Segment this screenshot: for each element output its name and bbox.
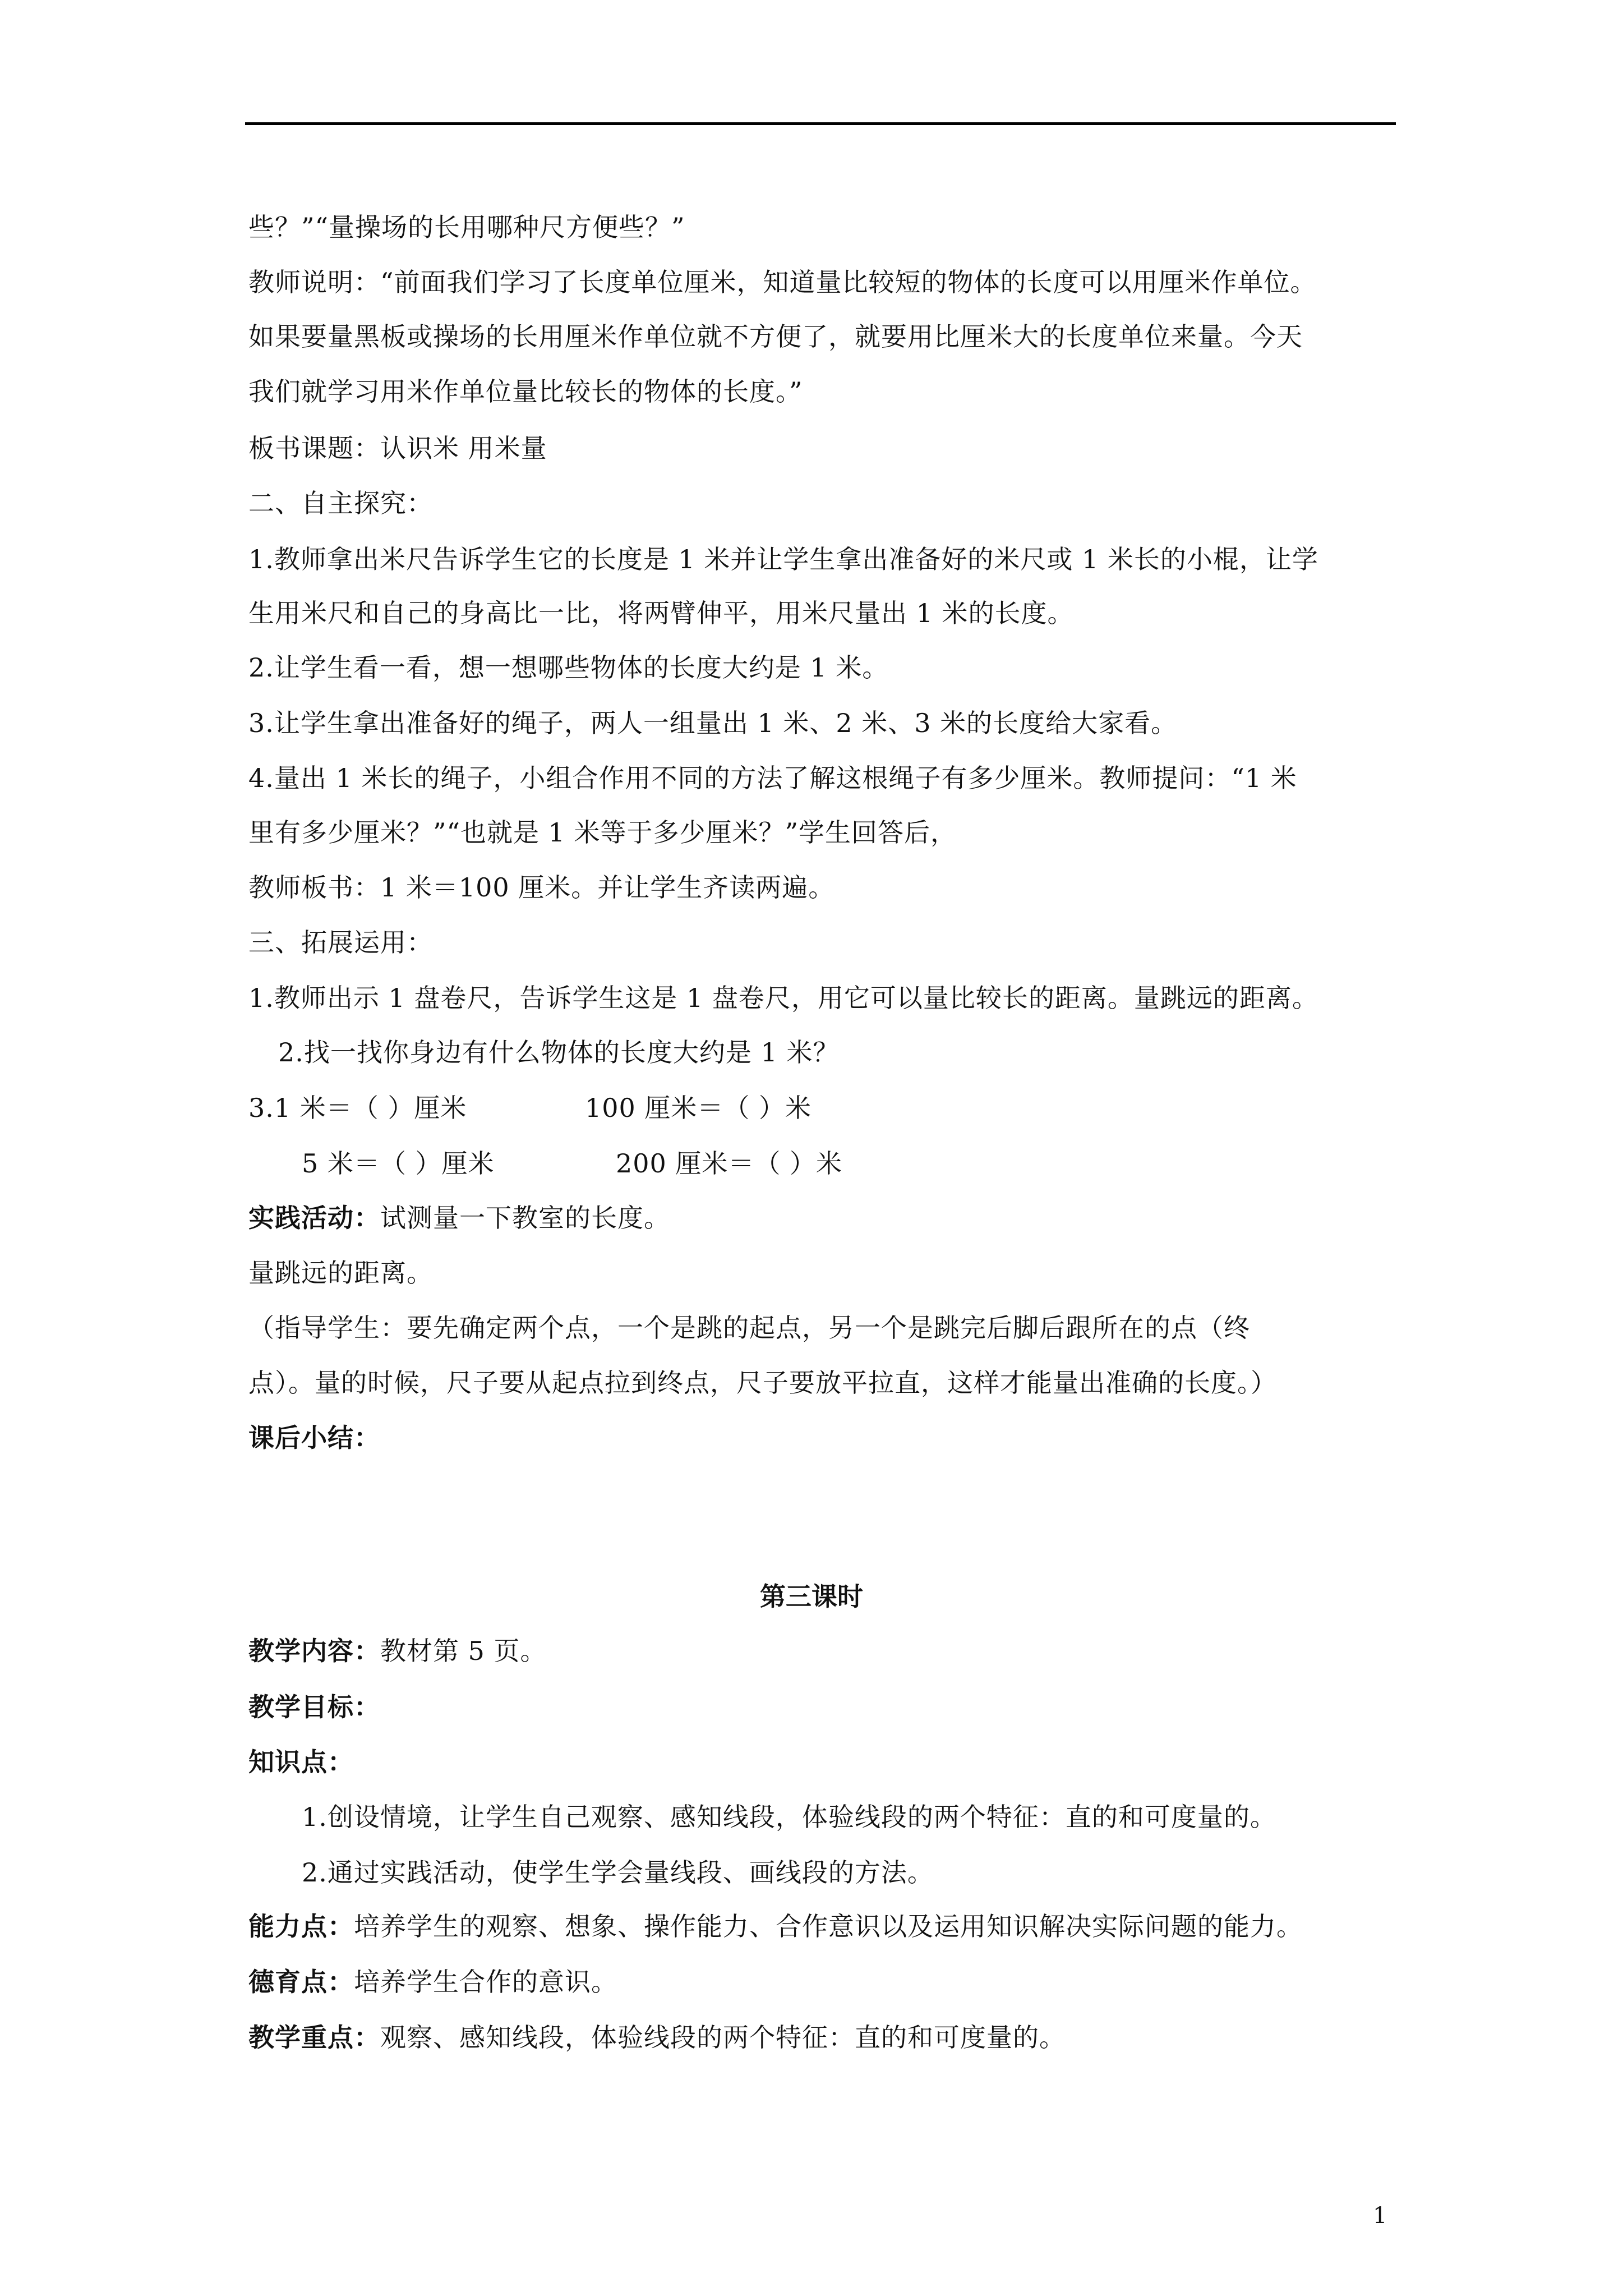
text-line: 2.让学生看一看，想一想哪些物体的长度大约是 1 米。 — [248, 652, 889, 683]
content-text: 教材第 5 页。 — [380, 1636, 547, 1666]
practice-label: 实践活动： — [248, 1203, 380, 1233]
moral-line — [248, 1969, 617, 1995]
section-heading: 二、自主探究： — [248, 488, 433, 518]
moral-label: 德育点： — [248, 1967, 354, 1997]
ability-label: 能力点： — [248, 1911, 354, 1941]
moral-text: 培养学生合作的意识。 — [354, 1967, 617, 1997]
text-line: 我们就学习用米作单位量比较长的物体的长度。” — [248, 376, 803, 407]
text-line: 1.教师拿出米尺告诉学生它的长度是 1 米并让学生拿出准备好的米尺或 1 米长的小棍，让学 — [248, 544, 1318, 574]
key-label: 教学重点： — [248, 2022, 380, 2053]
text-line: （指导学生：要先确定两个点，一个是跳的起点，另一个是跳完后脚后跟所在的点（终 — [248, 1313, 1250, 1343]
ability-line — [248, 1913, 1303, 1939]
exercise-item: 200 厘米＝（ ）米 — [616, 1148, 843, 1179]
exercise-item: 100 厘米＝（ ）米 — [585, 1093, 812, 1123]
text-line: 教师说明：“前面我们学习了长度单位厘米，知道量比较短的物体的长度可以用厘米作单位。 — [248, 267, 1317, 297]
text-line: 里有多少厘米？”“也就是 1 米等于多少厘米？”学生回答后， — [248, 817, 957, 848]
text-line: 生用米尺和自己的身高比一比，将两臂伸平，用米尺量出 1 米的长度。 — [248, 598, 1074, 628]
goal-label: 教学目标： — [248, 1692, 380, 1722]
summary-label: 课后小结： — [248, 1423, 380, 1453]
text-line: 1.教师出示 1 盘卷尺，告诉学生这是 1 盘卷尺，用它可以量比较长的距离。量跳远的距离。 — [248, 983, 1318, 1013]
text-line: 量跳远的距离。 — [248, 1258, 433, 1288]
practice-line — [248, 1205, 670, 1231]
knowledge-item: 2.通过实践活动，使学生学会量线段、画线段的方法。 — [302, 1857, 934, 1888]
exercise-row — [302, 1148, 843, 1179]
key-text: 观察、感知线段，体验线段的两个特征：直的和可度量的。 — [380, 2022, 1066, 2053]
text-line: 些？”“量操场的长用哪种尺方便些？” — [248, 212, 685, 242]
section-heading: 三、拓展运用： — [248, 927, 433, 958]
exercise-item: 5 米＝（ ）厘米 — [302, 1148, 495, 1179]
text-line: 如果要量黑板或操场的长用厘米作单位就不方便了，就要用比厘米大的长度单位来量。今天 — [248, 321, 1303, 352]
header-rule — [245, 122, 1396, 125]
page-number: 1 — [1373, 2203, 1387, 2229]
ability-text: 培养学生的观察、想象、操作能力、合作意识以及运用知识解决实际问题的能力。 — [354, 1911, 1303, 1941]
text-line: 2.找一找你身边有什么物体的长度大约是 1 米？ — [278, 1037, 840, 1068]
knowledge-label: 知识点： — [248, 1747, 354, 1777]
content-line — [248, 1638, 547, 1664]
lesson-title: 第三课时 — [760, 1581, 863, 1612]
key-line — [248, 2022, 1066, 2053]
text-line: 教师板书：1 米＝100 厘米。并让学生齐读两遍。 — [248, 872, 835, 903]
content-label: 教学内容： — [248, 1636, 380, 1666]
text-line: 4.量出 1 米长的绳子，小组合作用不同的方法了解这根绳子有多少厘米。教师提问：“1 米 — [248, 763, 1297, 793]
exercise-row — [248, 1093, 812, 1123]
text-line: 3.让学生拿出准备好的绳子，两人一组量出 1 米、2 米、3 米的长度给大家看。 — [248, 708, 1178, 738]
practice-text: 试测量一下教室的长度。 — [380, 1203, 670, 1233]
exercise-item: 3.1 米＝（ ）厘米 — [248, 1093, 467, 1123]
text-line: 板书课题：认识米 用米量 — [248, 433, 547, 463]
text-line: 点）。量的时候，尺子要从起点拉到终点，尺子要放平拉直，这样才能量出准确的长度。） — [248, 1368, 1277, 1398]
knowledge-item: 1.创设情境，让学生自己观察、感知线段，体验线段的两个特征：直的和可度量的。 — [302, 1802, 1276, 1832]
